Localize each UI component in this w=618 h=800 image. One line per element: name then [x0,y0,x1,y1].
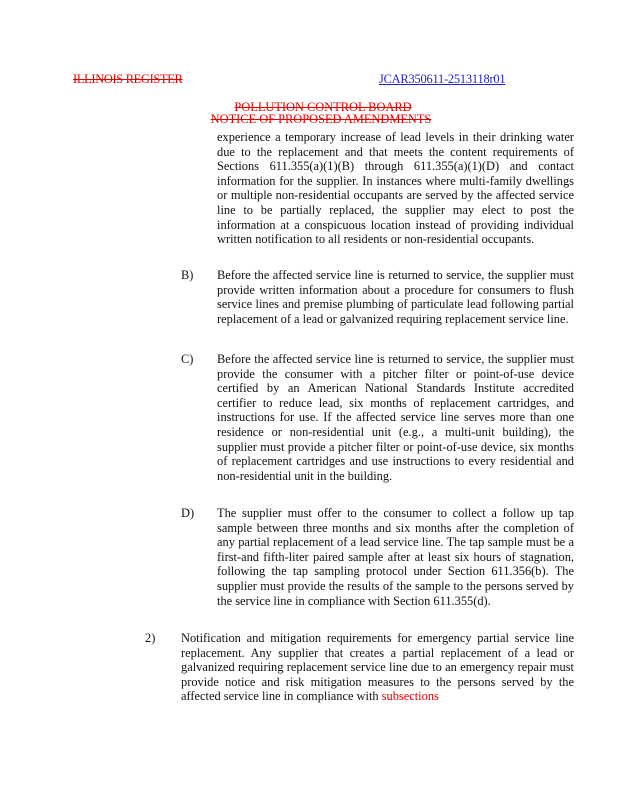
item-d-label: D) [181,506,195,520]
inserted-text: subsections [381,689,439,704]
item-2-text: Notification and mitigation requirements for emergency partial service line replacement. Any supplier that creates a partial replacement of a lead or galvanized requiring replacement service line due to an emergency repair must provide notice and risk mitigation measures to the persons served by the affected service line in compliance with [181,631,574,704]
notice-title: NOTICE OF PROPOSED AMENDMENTS [210,112,432,126]
item-d-text: The supplier must offer to the consumer to collect a follow up tap sample between three months and six months after the completion of any partial replacement of a lead service line. The tap sample must be a first-and fifth-liter paired sample after at least six hours of stagnation, following the tap sampling protocol under Section 611.356(b). The supplier must provide the results of the sample to the persons served by the service line in compliance with Section 611.355(d). [217,506,574,608]
register-header: ILLINOIS REGISTER [73,72,183,86]
item-2-label: 2) [145,631,156,645]
item-c-label: C) [181,352,194,366]
jcar-reference: JCAR350611-2513118r01 [379,72,506,86]
item-b-text: Before the affected service line is returned to service, the supplier must provide written information about a procedure for consumers to flush service lines and premise plumbing of particulate lead following partial replacement of a lead or galvanized requiring replacement service line. [217,268,574,326]
item-c-text: Before the affected service line is returned to service, the supplier must provide the consumer with a pitcher filter or point-of-use device certified by an American National Standards Institute accredited certifier to reduce lead, six months of replacement cartridges, and instructions for use. If the affected service line serves more than one residence or non-residential unit (e.g., a multi-unit building), the supplier must provide a pitcher filter or point-of-use device, six months of replacement cartridges and use instructions to every residential and non-residential unit in the building. [217,352,574,483]
item-2-paragraph [181,631,574,704]
item-b-label: B) [181,268,194,282]
intro-paragraph: experience a temporary increase of lead levels in their drinking water due to the replacement and that meets the content requirements of Sections 611.355(a)(1)(B) through 611.355(a)(1)(D) and contact information for the supplier. In instances where multi-family dwellings or multiple non-residential occupants are served by the affected service line to be partially replaced, the supplier may elect to post the information at a conspicuous location instead of providing individual written notification to all residents or non-residential occupants. [217,130,574,247]
board-title: POLLUTION CONTROL BOARD [234,100,412,114]
